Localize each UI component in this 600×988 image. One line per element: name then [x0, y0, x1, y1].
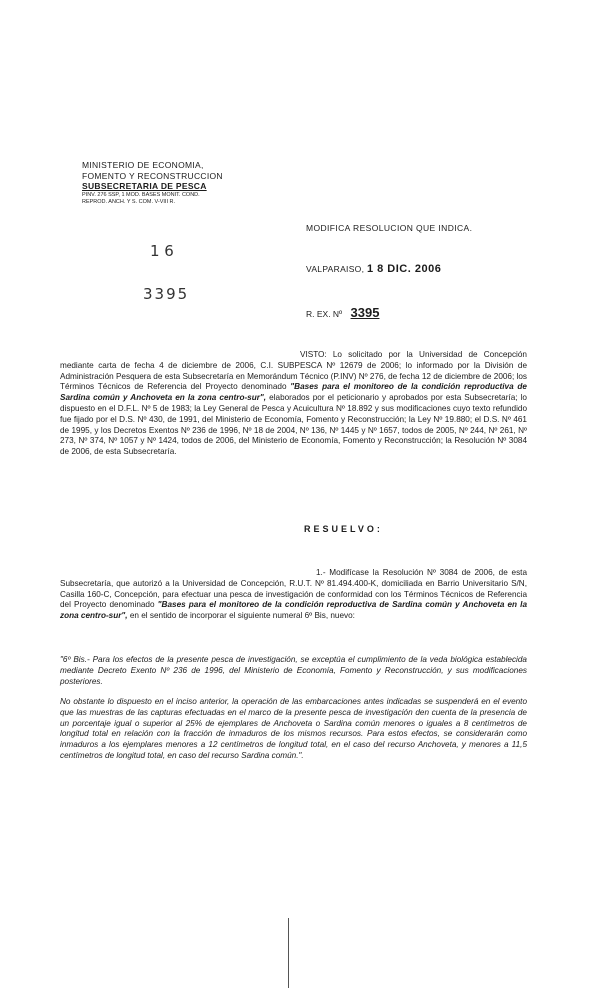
point1-text-2: en el sentido de incorporar el siguiente numeral 6º Bis, nuevo:	[129, 611, 355, 621]
letterhead-ministry-2: FOMENTO Y RECONSTRUCCION	[82, 170, 223, 181]
resolution-number: 3395	[350, 305, 380, 320]
resuelvo-heading: RESUELVO:	[304, 524, 383, 534]
visto-paragraph	[60, 350, 527, 458]
document-subject: MODIFICA RESOLUCION QUE INDICA.	[306, 223, 473, 233]
visto-project-title: "Bases para el monitoreo de la condición reproductiva de Sardina común y Anchoveta en la zona centro-sur",	[60, 382, 527, 403]
letterhead-ministry: MINISTERIO DE ECONOMIA,	[82, 160, 204, 170]
date-line	[306, 263, 441, 275]
scan-margin-line	[288, 918, 289, 988]
letterhead-reference: PINV. 276 SSP, 1 MOD. BASES MONIT. COND.	[82, 191, 200, 198]
date-stamp: 1 8 DIC. 2006	[366, 263, 442, 275]
resolution-label: R. EX. Nº	[306, 309, 343, 319]
letterhead-subsecretaria: SUBSECRETARIA DE PESCA	[82, 181, 207, 191]
visto-text-1: VISTO: Lo solicitado por la Universidad de Concepción mediante carta de fecha 4 de diciembre de 2006, C.I. SUBPESCA Nº 12679 de 2006; lo informado por la División de Administración Pesquera de esta Subsecretaría en Memorándum Técnico (P.INV) Nº 276, de fecha 12 de diciembre de 2006; los Términos Técnicos de Referencia del Proyecto denominado	[60, 350, 527, 392]
resolution-point-1	[60, 568, 527, 622]
date-place: VALPARAISO,	[306, 264, 365, 274]
visto-text-2: elaborados por el peticionario y aprobados por esta Subsecretaría; lo dispuesto en el D.F.L. Nº 5 de 1983; la Ley General de Pesca y Acuicultura Nº 18.892 y sus modificaciones cuyo texto refundido fue fijado por el D.S. Nº 430, de 1991, del Ministerio de Economía, Fomento y Reconstrucción; la Ley Nº 19.880; el D.S. Nº 461 de 1995, y los Decretos Exentos Nº 236 de 1996, Nº 18 de 2004, Nº 136, Nº 1445 y Nº 1657, todos de 2005, Nº 244, Nº 261, Nº 273, Nº 374, Nº 1057 y Nº 1424, todos de 2006, del Ministerio de Economía, Fomento y Reconstrucción; la Resolución Nº 3084 de 2006, de esta Subsecretaría.	[60, 393, 527, 457]
numeral-6-bis: "6º Bis.- Para los efectos de la presente pesca de investigación, se exceptúa el cumplimiento de la veda biológica establecida mediante Decreto Exento Nº 236 de 1996, del Ministerio de Economía, Fomento y Reconstrucción, y sus modificaciones posteriores.	[60, 655, 527, 686]
handwritten-number: 3395	[143, 285, 190, 303]
point1-project-title: "Bases para el monitoreo de la condición reproductiva de Sardina común y Anchoveta en la zona centro-sur",	[60, 600, 528, 621]
letterhead-reference-2: REPROD. ANCH. Y S. COM. V-VIII R.	[82, 198, 176, 205]
letterhead	[82, 160, 252, 206]
handwritten-mark: 1 6	[150, 242, 174, 260]
closing-paragraph: No obstante lo dispuesto en el inciso anterior, la operación de las embarcaciones antes indicadas se suspenderá en el evento que las muestras de las capturas efectuadas en el marco de la presente pesca de investigación den cuenta de la presencia de un porcentaje igual o superior al 25% de ejemplares de Anchoveta o Sardina común menores o iguales a 8 centímetros de longitud total en relación con la fracción de inmaduros de los mismos recursos. Para estos efectos, se considerarán como inmaduros a los ejemplares menores a 12 centímetros de longitud total, en el caso del recurso Anchoveta, y menores a 11,5 centímetros de longitud total, en caso del recurso Sardina común.".	[60, 697, 527, 760]
resolution-reference	[306, 305, 379, 320]
point1-text-1: 1.- Modifícase la Resolución Nº 3084 de 2006, de esta Subsecretaría, que autorizó a la Universidad de Concepción, R.U.T. Nº 81.494.400-K, domiciliada en Barrio Universitario S/N, Casilla 160-C, Concepción, para efectuar una pesca de investigación de conformidad con los Términos Técnicos de Referencia del Proyecto denominado	[60, 568, 527, 610]
